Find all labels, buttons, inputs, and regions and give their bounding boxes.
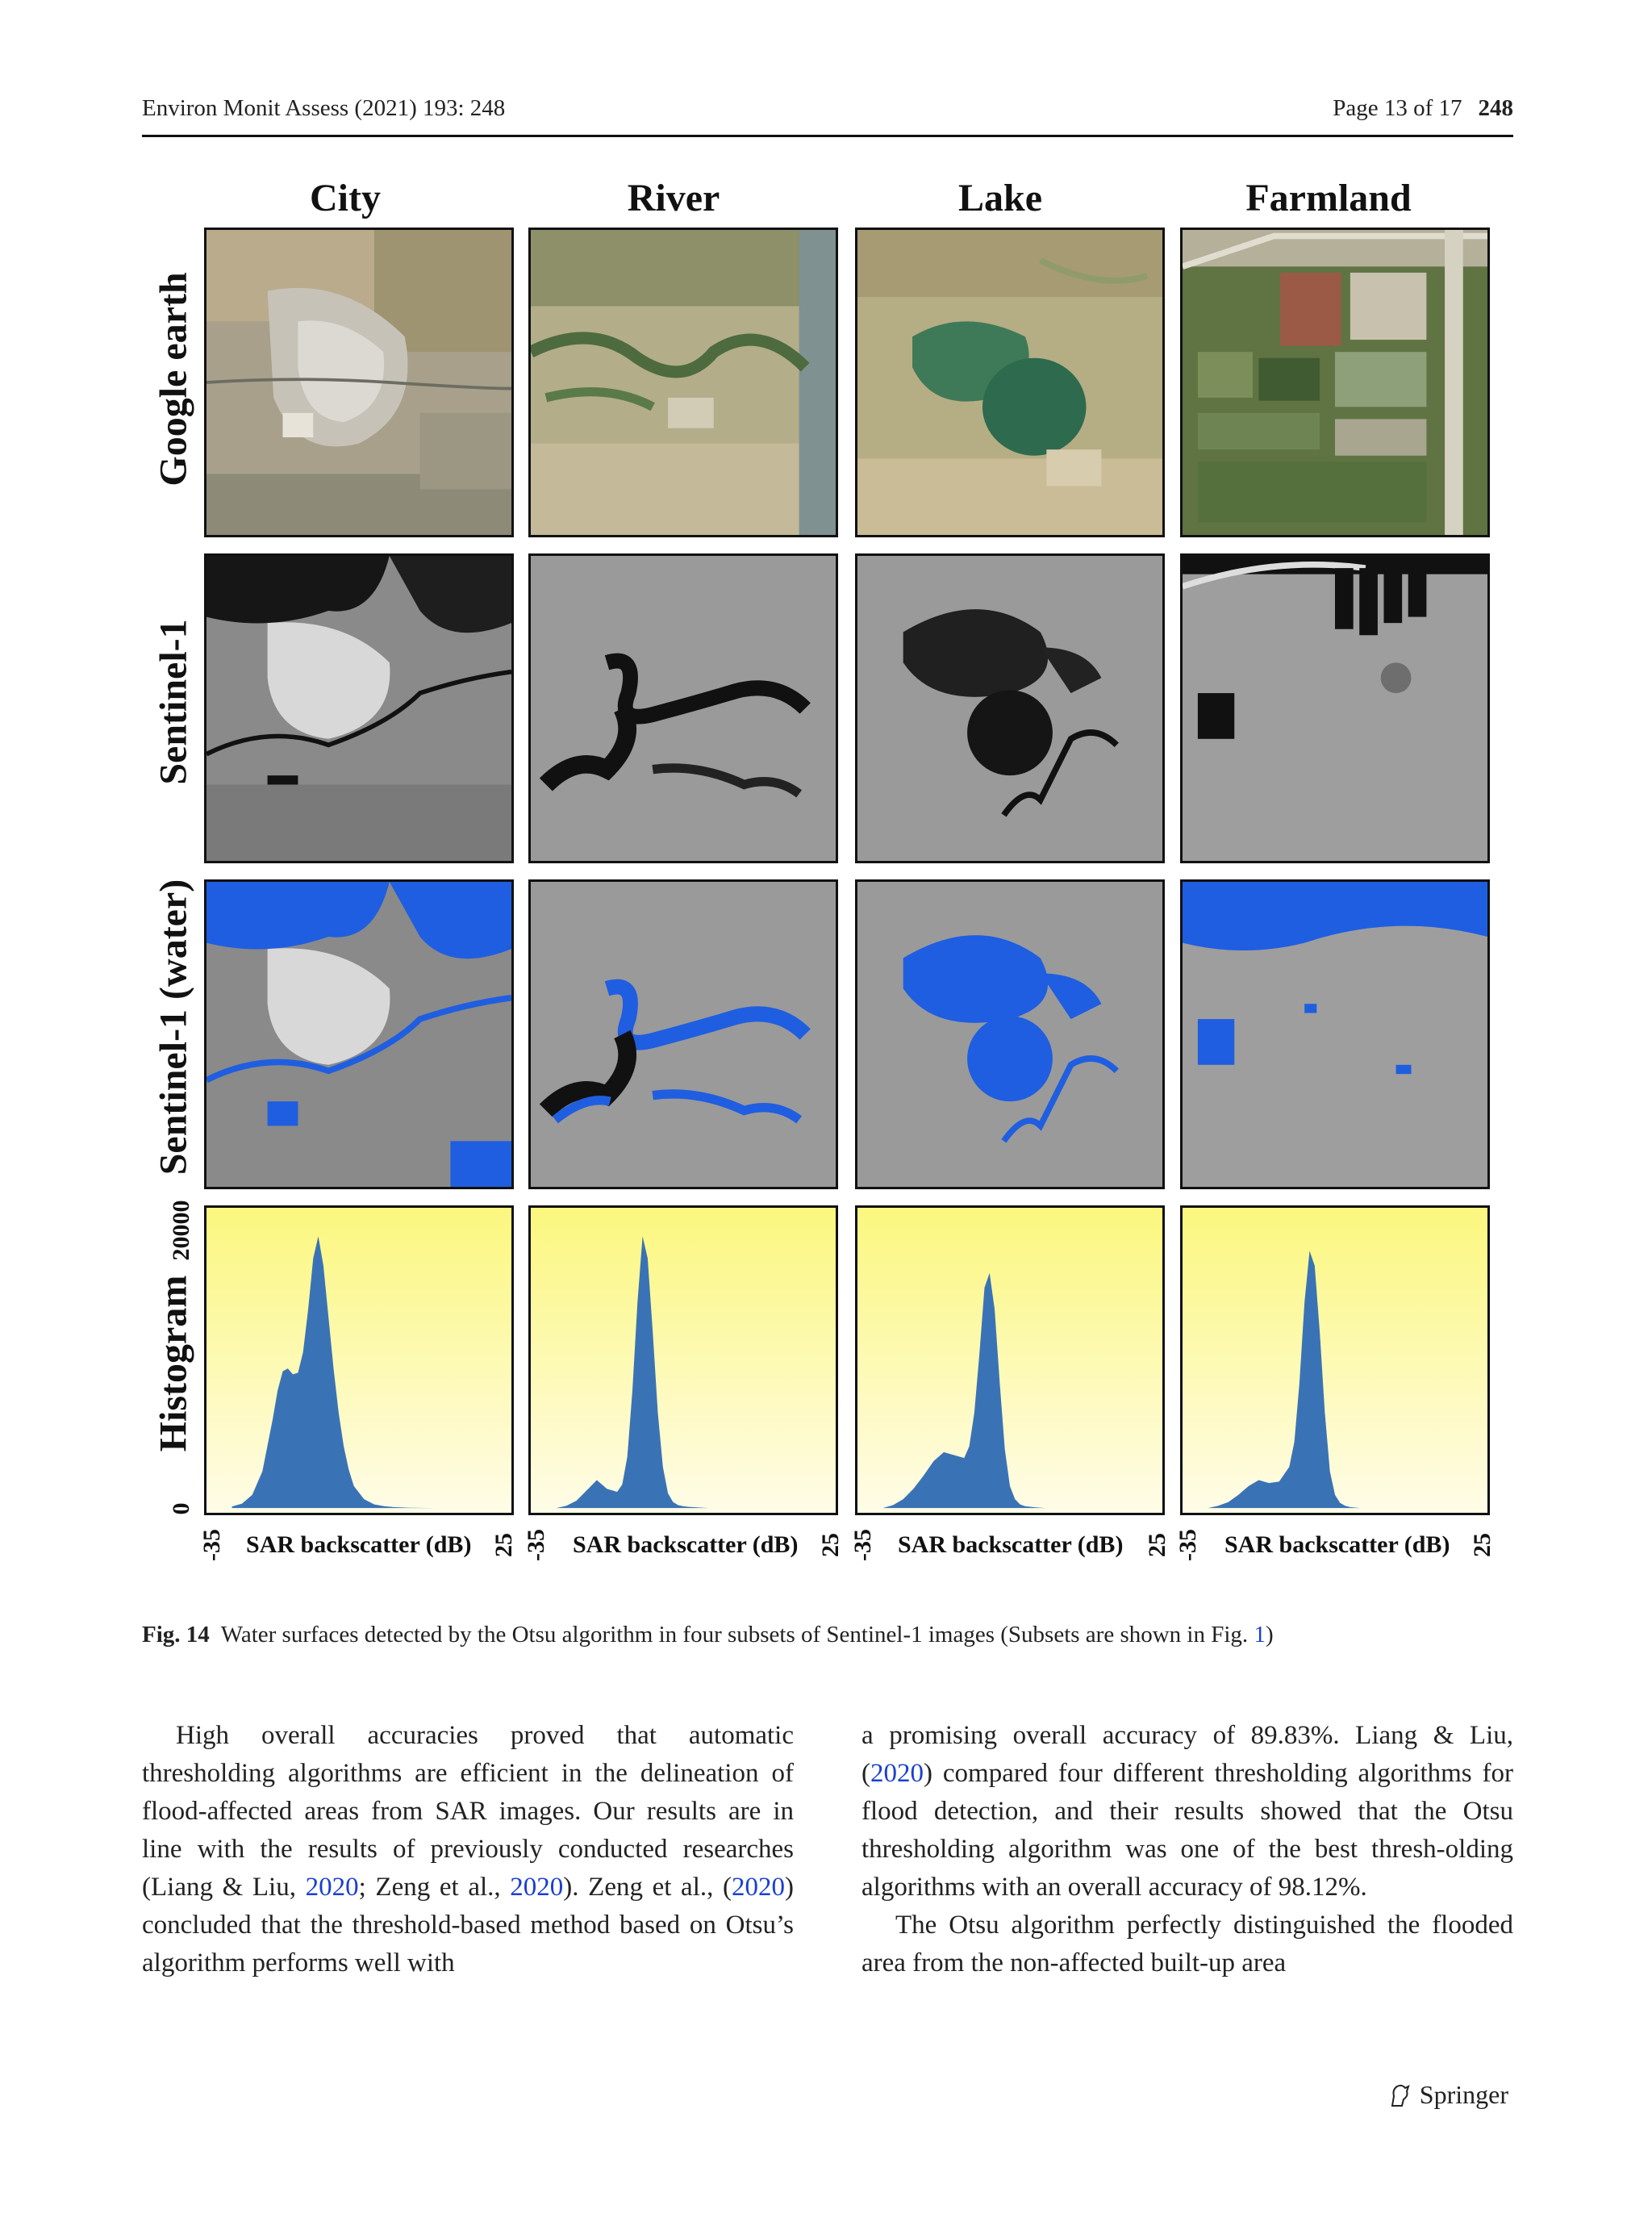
histogram-y-min-tick: 0 (168, 1502, 194, 1515)
sentinel-1-farmland-image (1180, 553, 1490, 863)
column-title-city: City (310, 177, 381, 219)
caption-text: Water surfaces detected by the Otsu algorithm in four subsets of Sentinel-1 images (Subsets are shown in Fig. (220, 1622, 1249, 1648)
histogram-city-chart (206, 1208, 511, 1513)
sentinel-1-water-city-image (204, 879, 514, 1189)
row-label-sentinel-1: Sentinel-1 (152, 619, 195, 785)
header-rule (142, 135, 1513, 137)
histogram-background (531, 1208, 836, 1513)
figure-caption (142, 1622, 1513, 1648)
histogram-y-max-tick: 20000 (168, 1200, 194, 1261)
histogram-farmland (1180, 1205, 1490, 1515)
page-info (1333, 95, 1513, 122)
city-x-min-tick: -35 (198, 1529, 225, 1561)
citation-link[interactable]: 2020 (305, 1873, 359, 1902)
column-title-lake: Lake (957, 177, 1042, 219)
farmland-x-min-tick: -35 (1174, 1529, 1201, 1561)
body-paragraph-right-1 (861, 1717, 1513, 1907)
histogram-river-chart (531, 1208, 836, 1513)
histogram-background (206, 1208, 511, 1513)
histogram-lake (855, 1205, 1165, 1515)
histogram-lake-chart (857, 1208, 1162, 1513)
sentinel-1-river-image (528, 553, 838, 863)
river-x-max-tick: 25 (817, 1533, 844, 1557)
google-earth-city-image (204, 228, 514, 537)
body-column-left (142, 1717, 794, 1982)
sentinel-1-water-river-image (528, 879, 838, 1189)
google-earth-farmland-image (1180, 228, 1490, 537)
google-earth-lake-image (855, 228, 1165, 537)
lake-x-label: SAR backscatter (dB) (898, 1531, 1124, 1558)
text-span: a promising overall accuracy of 89.83%. Liang & Liu, ( (861, 1721, 1513, 1788)
row-label-google-earth: Google earth (152, 272, 195, 487)
histogram-background (1183, 1208, 1487, 1513)
lake-x-max-tick: 25 (1144, 1533, 1170, 1557)
farmland-x-max-tick: 25 (1469, 1533, 1496, 1557)
city-x-label: SAR backscatter (dB) (246, 1531, 472, 1558)
river-x-min-tick: -35 (523, 1529, 549, 1561)
histogram-city (204, 1205, 514, 1515)
sentinel-1-city-image (204, 553, 514, 863)
caption-tail: ) (1265, 1622, 1274, 1648)
body-paragraph-right-2: The Otsu algorithm perfectly distinguished the flooded area from the non-affected built-up area (861, 1911, 1513, 1978)
text-span: ; Zeng et al., (358, 1873, 501, 1902)
text-span: ) compared four different thresholding algorithms for flood detection, and their results showed that the Otsu thresholding algorithm was one of the best thresh-olding algorithms with an overall accuracy of 98.12%. (861, 1759, 1513, 1902)
column-title-river: River (627, 177, 720, 219)
publisher-name: Springer (1419, 2080, 1508, 2109)
text-span: High overall accuracies proved that automatic thresholding algorithms are efficient in the delineation of flood-affected areas from SAR images. Our results are in line with the results of previously conducted researches (Liang & Liu, (142, 1721, 794, 1902)
river-x-label: SAR backscatter (dB) (573, 1531, 799, 1558)
histogram-river (528, 1205, 838, 1515)
running-header (142, 95, 1513, 136)
column-title-farmland: Farmland (1245, 177, 1412, 219)
springer-horse-icon (1386, 2082, 1413, 2109)
text-span: ). Zeng et al., ( (563, 1873, 732, 1902)
row-label-sentinel-1-water: Sentinel-1 (water) (152, 879, 195, 1176)
text-span: ) concluded that the threshold-based method based on Otsu’s algorithm performs well with (142, 1873, 794, 1978)
citation-link[interactable]: 2020 (870, 1759, 924, 1788)
journal-citation: Environ Monit Assess (2021) 193: 248 (142, 95, 506, 121)
body-column-right (861, 1717, 1513, 1982)
body-paragraph-left (142, 1717, 794, 1982)
city-x-max-tick: 25 (490, 1533, 517, 1557)
figure-label: Fig. 14 (142, 1622, 210, 1648)
article-number: 248 (1478, 95, 1513, 121)
figure-reference-link[interactable]: 1 (1254, 1622, 1266, 1648)
citation-link[interactable]: 2020 (510, 1873, 564, 1902)
page-of: Page 13 of 17 (1333, 95, 1462, 121)
sentinel-1-water-farmland-image (1180, 879, 1490, 1189)
histogram-farmland-chart (1183, 1208, 1487, 1513)
citation-link[interactable]: 2020 (732, 1873, 785, 1902)
farmland-x-label: SAR backscatter (dB) (1224, 1531, 1450, 1558)
histogram-background (857, 1208, 1162, 1513)
sentinel-1-lake-image (855, 553, 1165, 863)
sentinel-1-water-lake-image (855, 879, 1165, 1189)
row-label-histogram: Histogram (152, 1275, 195, 1452)
publisher-logo (1386, 2080, 1508, 2110)
lake-x-min-tick: -35 (849, 1529, 876, 1561)
google-earth-river-image (528, 228, 838, 537)
